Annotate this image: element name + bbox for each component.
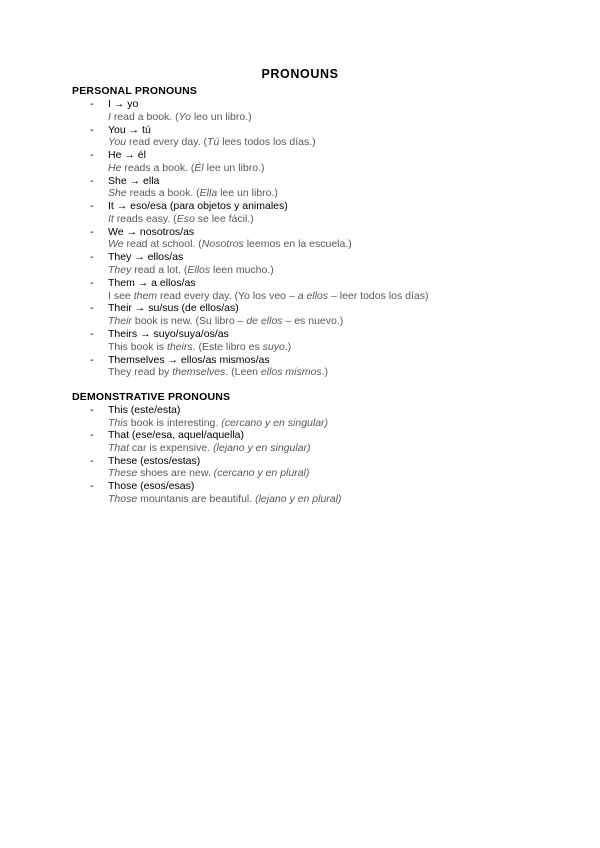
example-sentence <box>108 264 274 277</box>
pronoun-term: It → eso/esa (para objetos y animales) <box>108 200 288 213</box>
list-bullet-dash: - <box>90 174 94 187</box>
example-segment: shoes are new. <box>137 467 214 480</box>
example-sentence <box>108 187 278 200</box>
example-segment: them <box>133 289 158 302</box>
example-segment: We <box>108 238 124 251</box>
page-title: PRONOUNS <box>261 67 339 81</box>
example-segment: Yo <box>178 110 191 123</box>
example-segment: Nosotros <box>201 238 244 251</box>
example-segment: reads a book. ( <box>121 161 195 174</box>
example-segment: He <box>108 161 122 174</box>
example-segment: mountanis are beautiful. <box>137 492 256 505</box>
example-segment: I <box>108 110 111 123</box>
example-segment: lee un libro.) <box>217 187 278 200</box>
list-bullet-dash: - <box>90 454 94 467</box>
example-sentence <box>108 162 264 175</box>
example-note: (cercano y en singular) <box>221 416 329 429</box>
example-sentence <box>108 111 252 124</box>
example-segment: se lee fácil.) <box>194 212 254 225</box>
pronoun-term: This (este/esta) <box>108 404 181 416</box>
example-segment: leen mucho.) <box>210 263 274 276</box>
example-segment: book is interesting. <box>127 416 222 429</box>
example-segment: de ellos <box>246 315 283 328</box>
example-segment: They read by <box>108 366 173 379</box>
example-segment: .) <box>321 366 329 379</box>
example-segment: I see <box>108 289 134 302</box>
example-segment: reads a book. ( <box>126 187 200 200</box>
example-segment: read a lot. ( <box>131 263 188 276</box>
example-sentence <box>108 213 254 226</box>
example-segment: leo un libro.) <box>190 110 252 123</box>
example-segment: Ella <box>199 187 218 200</box>
example-segment: – es nuevo.) <box>282 315 344 328</box>
list-bullet-dash: - <box>90 353 94 366</box>
example-note: (lejano y en singular) <box>213 442 311 455</box>
example-sentence <box>108 290 428 303</box>
list-bullet-dash: - <box>90 251 94 264</box>
example-sentence <box>108 341 291 354</box>
pronoun-term: He → él <box>108 149 146 162</box>
pronoun-term: You → tú <box>108 123 151 136</box>
example-sentence <box>108 493 341 506</box>
example-segment: Tú <box>207 136 220 149</box>
section-heading-personal: PERSONAL PRONOUNS <box>72 85 198 97</box>
list-bullet-dash: - <box>90 276 94 289</box>
example-segment: .) <box>284 340 292 353</box>
example-segment: leemos en la escuela.) <box>243 238 352 251</box>
example-segment: car is expensive. <box>129 442 214 455</box>
list-bullet-dash: - <box>90 480 94 493</box>
example-segment: Eso <box>176 212 195 225</box>
example-segment: themselves <box>172 366 226 379</box>
example-segment: Those <box>108 492 138 505</box>
pronoun-term: They → ellos/as <box>108 251 184 264</box>
example-segment: ellos mismos <box>260 366 322 379</box>
example-segment: You <box>108 136 127 149</box>
example-sentence <box>108 467 309 480</box>
example-segment: This book is <box>108 340 167 353</box>
example-sentence <box>108 366 328 379</box>
pronoun-term: Theirs → suyo/suya/os/as <box>108 327 229 340</box>
list-bullet-dash: - <box>90 225 94 238</box>
example-segment: . (Este libro es <box>192 340 263 353</box>
list-bullet-dash: - <box>90 149 94 162</box>
example-segment: Their <box>108 315 132 328</box>
example-segment: read every day. ( <box>126 136 208 149</box>
list-bullet-dash: - <box>90 123 94 136</box>
pronoun-term: That (ese/esa, aquel/aquella) <box>108 429 245 442</box>
example-sentence <box>108 136 316 149</box>
example-segment: Él <box>194 161 204 174</box>
example-segment: theirs <box>166 340 193 353</box>
example-segment: read a book. ( <box>110 110 179 123</box>
example-segment: It <box>108 212 114 225</box>
example-segment: They <box>108 263 132 276</box>
example-segment: Ellos <box>187 263 211 276</box>
list-bullet-dash: - <box>90 302 94 315</box>
example-segment: – leer todos los días) <box>328 289 429 302</box>
pronoun-term: We → nosotros/as <box>108 225 195 238</box>
example-sentence <box>108 315 343 328</box>
pronoun-term: Their → su/sus (de ellos/as) <box>108 302 239 315</box>
pronoun-term: I → yo <box>108 98 139 110</box>
example-segment: a ellos <box>297 289 329 302</box>
example-segment: reads easy. ( <box>113 212 177 225</box>
example-note: (lejano y en plural) <box>255 492 342 505</box>
pronoun-term: These (estos/estas) <box>108 454 201 467</box>
example-segment: That <box>108 442 130 455</box>
example-segment: These <box>108 467 138 480</box>
example-note: (cercano y en plural) <box>213 467 310 480</box>
list-bullet-dash: - <box>90 327 94 340</box>
example-segment: . (Leen <box>225 366 261 379</box>
list-bullet-dash: - <box>90 429 94 442</box>
example-segment: lee un libro.) <box>203 161 265 174</box>
pronoun-term: Themselves → ellos/as mismos/as <box>108 353 270 366</box>
pronoun-term: Them → a ellos/as <box>108 276 196 289</box>
example-segment: suyo <box>262 340 285 353</box>
list-bullet-dash: - <box>90 98 94 110</box>
example-sentence <box>108 417 328 430</box>
list-bullet-dash: - <box>90 404 94 416</box>
example-segment: read at school. ( <box>123 238 202 251</box>
pronoun-term: She → ella <box>108 174 160 187</box>
example-segment: She <box>108 187 127 200</box>
example-sentence <box>108 442 311 455</box>
example-segment: lees todos los días.) <box>219 136 316 149</box>
example-segment: read every day. (Yo los veo – <box>157 289 298 302</box>
pronoun-term: Those (esos/esas) <box>108 480 195 493</box>
example-segment: book is new. (Su libro – <box>131 315 247 328</box>
example-sentence <box>108 238 352 251</box>
example-segment: This <box>108 416 128 429</box>
list-bullet-dash: - <box>90 200 94 213</box>
section-heading-demonstrative: DEMONSTRATIVE PRONOUNS <box>72 391 231 403</box>
